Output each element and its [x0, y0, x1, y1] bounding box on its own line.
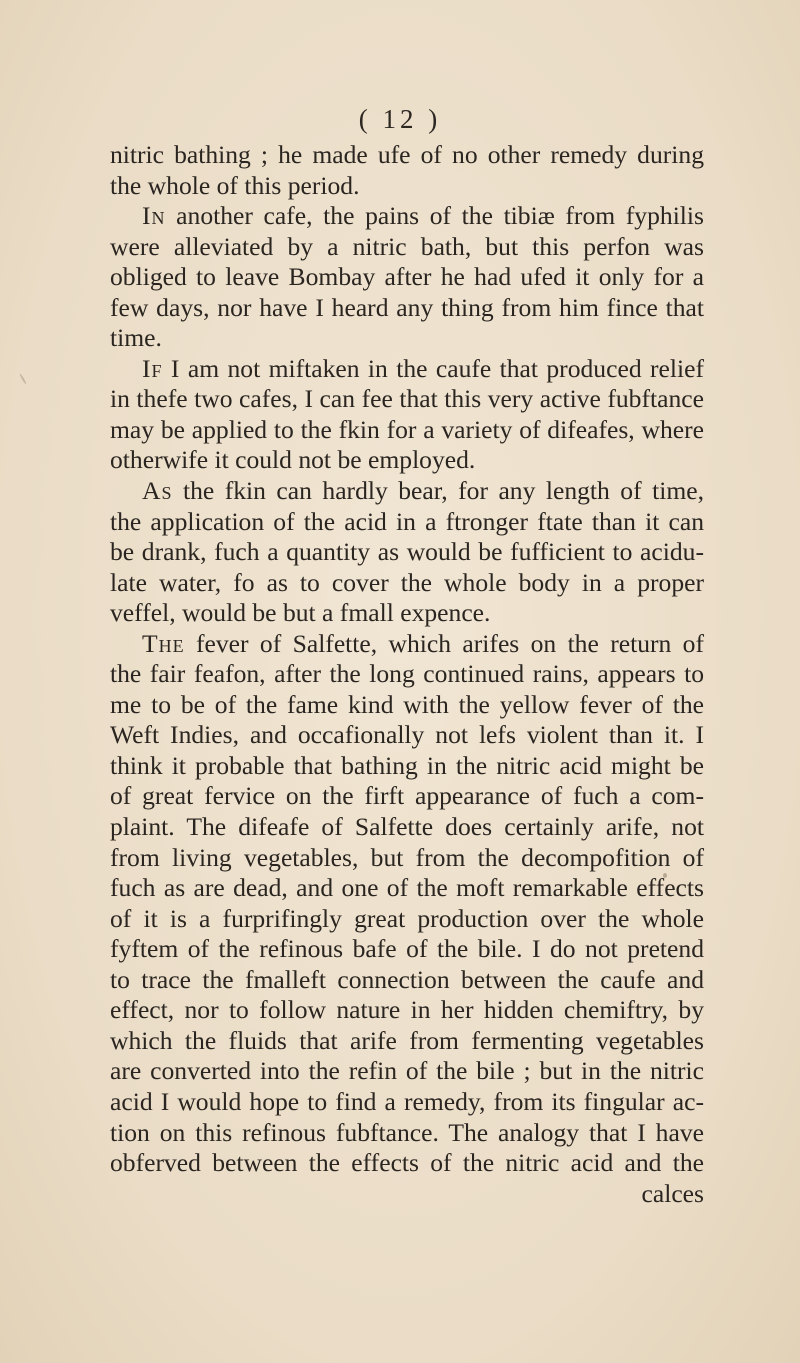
text-line: think it probable that bathing in the nitric acid might be — [110, 750, 704, 780]
text-line: the application of the acid in a ftronger ftate than it can — [110, 506, 704, 536]
text-line: otherwife it could not be employed. — [110, 445, 476, 475]
text-line: time. — [110, 323, 162, 353]
text-line: veffel, would be but a fmall expence. — [110, 598, 491, 628]
paragraph-start-line: As the fkin can hardly bear, for any length of time, — [142, 476, 704, 506]
text-line: fyftem of the refinous bafe of the bile. I do not pretend — [110, 934, 704, 964]
text-line: be drank, fuch a quantity as would be fufficient to acidu- — [110, 537, 704, 567]
text-line: acid I would hope to find a remedy, from its fingular ac- — [110, 1086, 704, 1116]
paper-mark — [19, 373, 27, 384]
text-line: tion on this refinous fubftance. The analogy that I have — [110, 1117, 704, 1147]
text-line: obliged to leave Bombay after he had ufed it only for a — [110, 262, 704, 292]
text-line: of great fervice on the firft appearance of fuch a com- — [110, 781, 704, 811]
paragraph-start-line: The fever of Salfette, which arifes on the return of — [142, 628, 704, 658]
paragraph-start-line: In another cafe, the pains of the tibiæ from fyphilis — [142, 201, 704, 231]
text-line: Weft Indies, and occafionally not lefs violent than it. I — [110, 720, 704, 750]
ink-speck — [663, 873, 667, 878]
text-line: me to be of the fame kind with the yellow fever of the — [110, 689, 704, 719]
text-line: the fair feafon, after the long continued rains, appears to — [110, 659, 704, 689]
catchword: calces — [641, 1178, 704, 1208]
text-line: which the fluids that arife from fermenting vegetables — [110, 1025, 704, 1055]
text-line: late water, fo as to cover the whole body in a proper — [110, 567, 704, 597]
text-line: may be applied to the fkin for a variety of difeafes, where — [110, 414, 704, 444]
text-line: few days, nor have I heard any thing from him fince that — [110, 292, 704, 322]
text-line: nitric bathing ; he made ufe of no other remedy during — [110, 140, 704, 169]
text-line: the whole of this period. — [110, 170, 360, 200]
text-line: to trace the fmalleft connection between the caufe and — [110, 964, 704, 994]
text-line: were alleviated by a nitric bath, but this perfon was — [110, 231, 704, 261]
text-line: fuch as are dead, and one of the moft remarkable effects — [110, 873, 704, 903]
text-line: in thefe two cafes, I can fee that this very active fubftance — [110, 384, 704, 414]
body-text — [110, 140, 704, 1209]
text-line: from living vegetables, but from the decompofition of — [110, 842, 704, 872]
text-line: plaint. The difeafe of Salfette does certainly arife, not — [110, 812, 704, 842]
page-number-header: ( 12 ) — [358, 104, 442, 134]
text-line: effect, nor to follow nature in her hidden chemiftry, by — [110, 995, 704, 1025]
text-line: obferved between the effects of the nitric acid and the — [110, 1148, 704, 1178]
text-line: of it is a furprifingly great production over the whole — [110, 903, 704, 933]
text-line: are converted into the refin of the bile ; but in the nitric — [110, 1056, 704, 1086]
paragraph-start-line: If I am not miftaken in the caufe that produced relief — [142, 353, 704, 383]
